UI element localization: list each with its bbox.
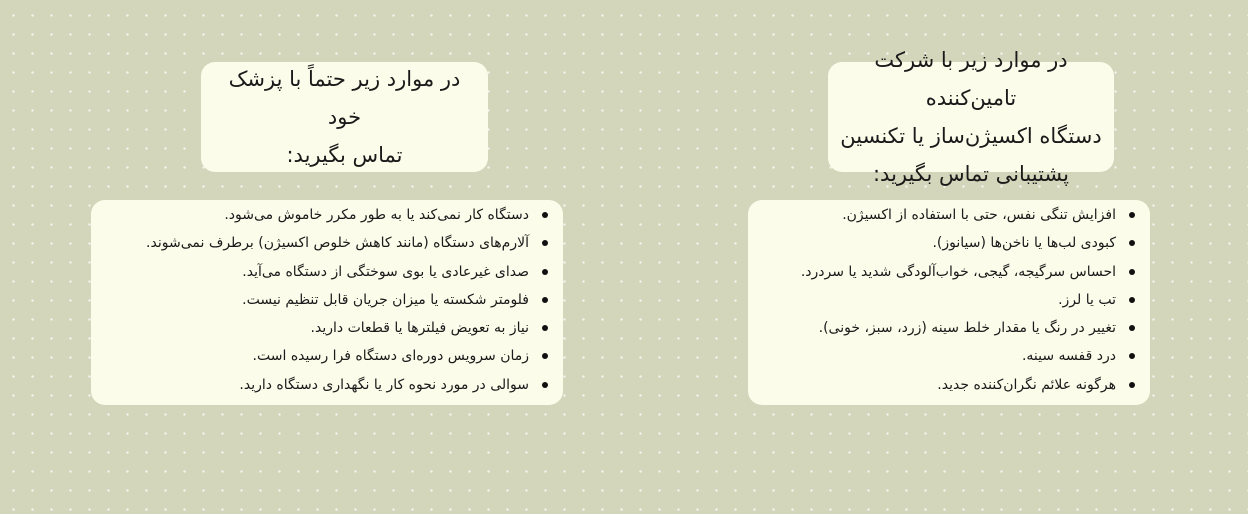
list-item-text: احساس سرگیجه، گیجی، خواب‌آلودگی شدید یا سردرد. [800,263,1116,280]
left-heading-line: در موارد زیر حتماً با پزشک خود [228,67,461,129]
list-item-text: تغییر در رنگ یا مقدار خلط سینه (زرد، سبز، خونی). [818,320,1116,337]
bullet-icon [542,240,548,246]
bullet-icon [1129,353,1135,359]
list-item-text: فلومتر شکسته یا میزان جریان قابل تنظیم نیست. [242,291,529,308]
list-item [748,229,1150,257]
list-item [91,314,563,342]
bullet-icon [542,382,548,388]
left-heading-text [211,60,478,174]
bullet-icon [542,353,548,359]
list-item-text: تب یا لرز. [1058,291,1116,308]
bullet-icon [542,297,548,303]
list-item-text: صدای غیرعادی یا بوی سوختگی از دستگاه می‌آید. [242,263,529,280]
right-bullet-list [748,200,1150,399]
list-item-text: زمان سرویس دوره‌ای دستگاه فرا رسیده است. [252,348,529,365]
list-item [91,258,563,286]
list-item [91,201,563,229]
list-item [91,229,563,257]
bullet-icon [542,212,548,218]
bullet-icon [1129,297,1135,303]
left-heading-line: تماس بگیرید: [286,143,403,167]
list-item [91,286,563,314]
list-item [748,371,1150,399]
list-item [91,342,563,370]
list-item [748,201,1150,229]
list-item-text: افزایش تنگی نفس، حتی با استفاده از اکسیژن. [842,207,1116,223]
bullet-icon [1129,382,1135,388]
list-item [748,286,1150,314]
list-item-text: آلارم‌های دستگاه (مانند کاهش خلوص اکسیژن) برطرف نمی‌شوند. [146,235,529,252]
list-item [748,314,1150,342]
list-item [748,258,1150,286]
right-list-box [748,200,1150,405]
list-item [91,371,563,399]
right-heading-line: در موارد زیر با شرکت تامین‌کننده [874,48,1068,110]
list-item-text: دستگاه کار نمی‌کند یا به طور مکرر خاموش می‌شود. [224,207,529,223]
right-heading-line: پشتیبانی تماس بگیرید: [872,162,1069,186]
list-item-text: درد قفسه سینه. [1021,348,1116,365]
list-item [748,342,1150,370]
bullet-icon [542,269,548,275]
right-heading-text [838,41,1104,193]
left-bullet-list [91,200,563,399]
list-item-text: کبودی لب‌ها یا ناخن‌ها (سیانوز). [932,235,1116,252]
bullet-icon [1129,269,1135,275]
bullet-icon [542,325,548,331]
list-item-text: نیاز به تعویض فیلترها یا قطعات دارید. [310,320,529,337]
right-heading-box [828,48,1114,186]
left-heading-box [201,62,488,172]
left-list-box [91,200,563,405]
bullet-icon [1129,325,1135,331]
list-item-text: سوالی در مورد نحوه کار یا نگهداری دستگاه دارید. [239,376,529,393]
list-item-text: هرگونه علائم نگران‌کننده جدید. [937,376,1116,393]
bullet-icon [1129,212,1135,218]
bullet-icon [1129,240,1135,246]
right-heading-line: دستگاه اکسیژن‌ساز یا تکنسین [840,124,1102,148]
